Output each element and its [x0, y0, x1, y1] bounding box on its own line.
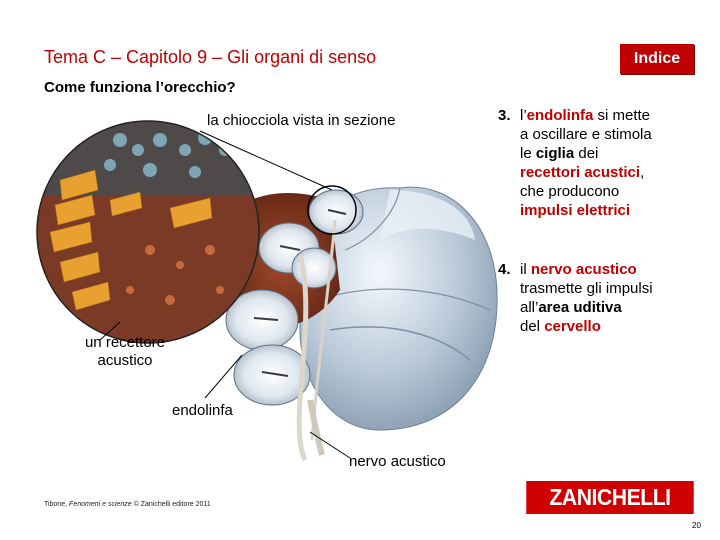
step-text-run: ciglia — [535, 145, 575, 162]
step-text-run: del — [520, 318, 545, 335]
step-text-run: a oscillare e stimola — [520, 126, 652, 143]
indice-button[interactable]: Indice — [620, 44, 694, 74]
step-line — [520, 144, 652, 163]
acoustic-nerve-label: nervo acustico — [349, 453, 446, 470]
step-text-run: si mette — [593, 107, 651, 124]
step-text-run: , — [640, 164, 645, 181]
step-4 — [498, 260, 708, 340]
nerve-pointer — [310, 432, 350, 458]
slide-title: Tema C – Capitolo 9 – Gli organi di senso — [44, 47, 377, 67]
zanichelli-logo: ZANICHELLI — [526, 481, 693, 514]
step-text-run: recettori acustici — [520, 164, 641, 181]
step-line — [520, 163, 652, 182]
step-3 — [498, 106, 708, 226]
step-text-run: le — [520, 145, 536, 162]
step-line — [520, 317, 653, 336]
footer-credit: Tibone, Fenomeni e scienze © Zanichelli editore 2011 — [44, 501, 211, 508]
step-text-run: cervello — [544, 318, 601, 335]
step-text-run: nervo acustico — [530, 261, 637, 278]
step-4-text — [520, 260, 653, 336]
step-line — [520, 125, 652, 144]
section-view-label: la chiocciola vista in sezione — [207, 112, 396, 129]
step-text-run: dei — [574, 145, 599, 162]
step-text-run: all’ — [520, 299, 539, 316]
step-text-run: area uditiva — [538, 299, 622, 316]
step-line — [520, 260, 653, 279]
page-number: 20 — [692, 521, 701, 530]
step-text-run: trasmette gli impulsi — [520, 280, 653, 297]
step-line — [520, 201, 652, 220]
receptor-label: un recettore acustico — [84, 334, 166, 369]
step-text-run: l’ — [520, 107, 527, 124]
step-line — [520, 279, 653, 298]
step-line — [520, 106, 652, 125]
step-text-run: impulsi elettrici — [520, 202, 631, 219]
slide-subtitle: Come funziona l’orecchio? — [44, 79, 236, 96]
step-3-text — [520, 106, 652, 220]
step-line — [520, 298, 653, 317]
step-line — [520, 182, 652, 201]
step-text-run: il — [520, 261, 531, 278]
step-3-number: 3. — [498, 107, 511, 124]
step-4-number: 4. — [498, 261, 511, 278]
step-text-run: che producono — [520, 183, 620, 200]
step-text-run: endolinfa — [526, 107, 594, 124]
endolymph-label: endolinfa — [172, 402, 233, 419]
